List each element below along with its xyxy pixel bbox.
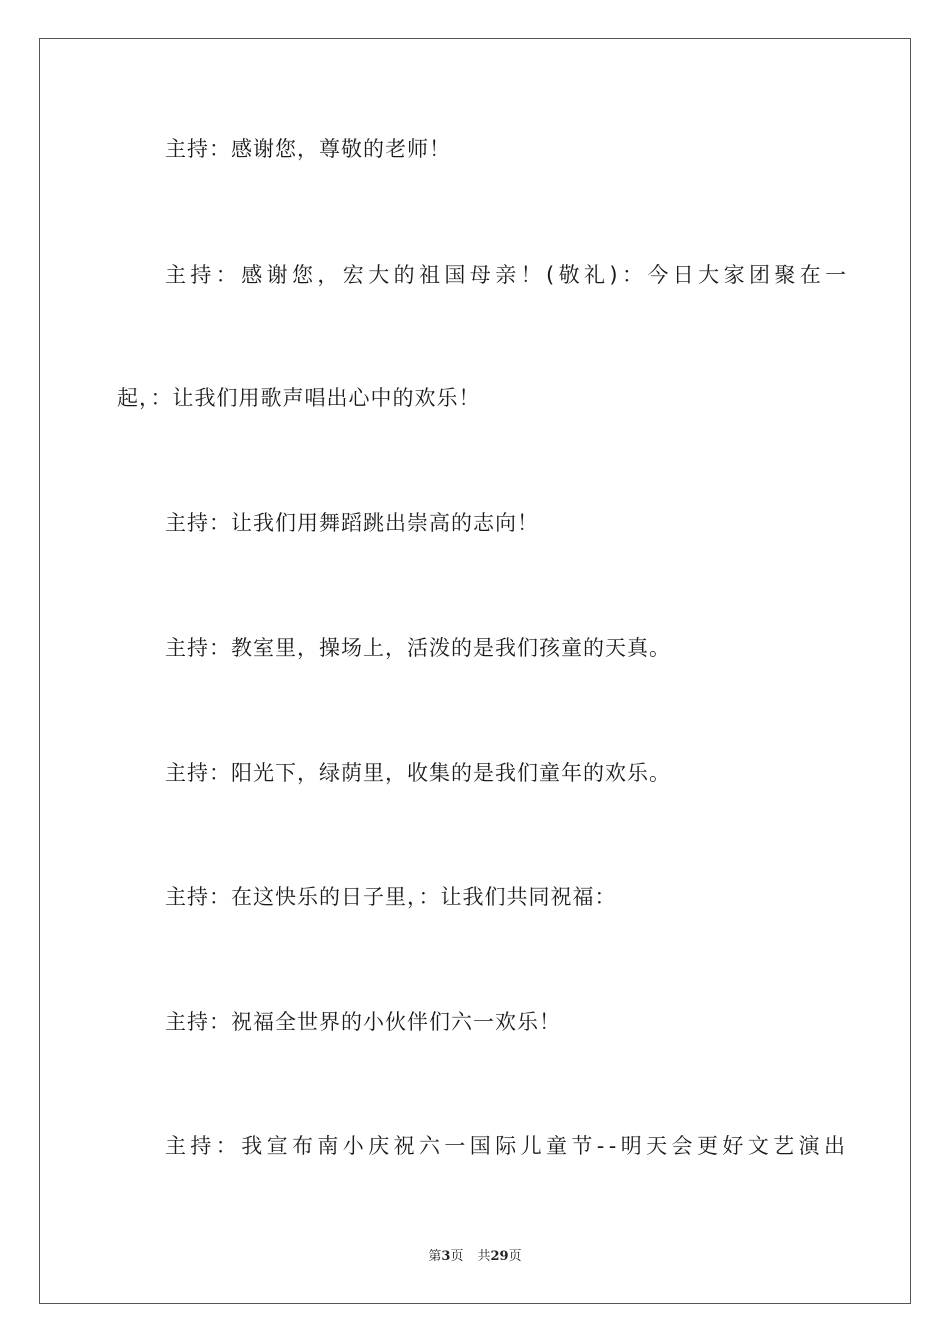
paragraph-line-1: 主持：感谢您，尊敬的老师！ [165, 137, 451, 161]
page-prefix: 第 [428, 1249, 442, 1264]
page-frame [39, 38, 911, 1304]
paragraph-line-4: 主持：让我们用舞蹈跳出崇高的志向！ [165, 511, 539, 535]
paragraph-line-8: 主持：祝福全世界的小伙伴们六一欢乐！ [165, 1010, 561, 1034]
total-prefix: 共 [477, 1249, 491, 1264]
paragraph-line-3: 起，：让我们用歌声唱出心中的欢乐！ [117, 386, 481, 410]
paragraph-line-9: 主持：我宣布南小庆祝六一国际儿童节--明天会更好文艺演出 [165, 1134, 850, 1158]
page-footer [0, 1248, 950, 1266]
paragraph-line-6: 主持：阳光下，绿荫里，收集的是我们童年的欢乐。 [165, 761, 671, 785]
paragraph-line-2: 主持：感谢您，宏大的祖国母亲！(敬礼)：今日大家团聚在一 [165, 263, 851, 287]
paragraph-line-7: 主持：在这快乐的日子里，：让我们共同祝福： [165, 885, 617, 909]
total-suffix: 页 [508, 1249, 522, 1264]
total-pages: 29 [490, 1249, 509, 1264]
page-number: 3 [441, 1249, 451, 1264]
paragraph-line-5: 主持：教室里，操场上，活泼的是我们孩童的天真。 [165, 636, 671, 660]
page-suffix: 页 [450, 1249, 464, 1264]
